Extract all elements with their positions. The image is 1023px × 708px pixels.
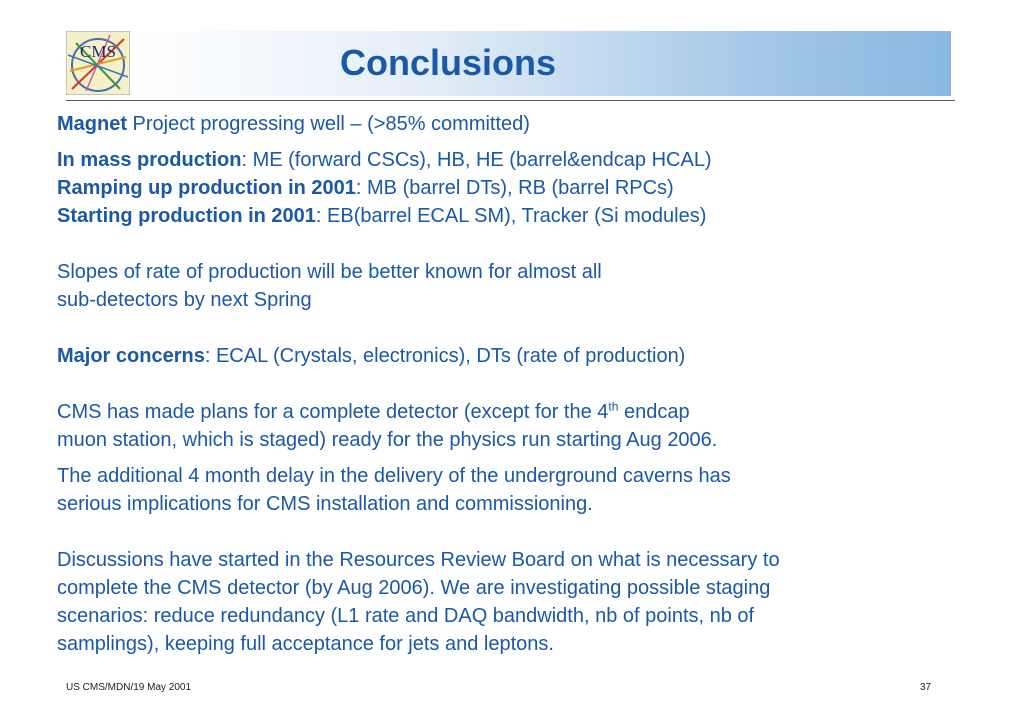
plans-line: CMS has made plans for a complete detector (except for the 4th endcap — [57, 399, 690, 423]
footer-text: US CMS/MDN/19 May 2001 — [66, 682, 192, 693]
svg-text:CMS: CMS — [80, 42, 116, 61]
discussion-line: complete the CMS detector (by Aug 2006). We are investigating possible staging — [57, 577, 771, 599]
production-line: Starting production in 2001: EB(barrel ECAL SM), Tracker (Si modules) — [57, 205, 707, 227]
production-line: Ramping up production in 2001: MB (barrel DTs), RB (barrel RPCs) — [57, 177, 674, 199]
cms-logo — [66, 31, 130, 95]
delay-line: serious implications for CMS installation and commissioning. — [57, 493, 593, 515]
slopes-line: sub-detectors by next Spring — [57, 289, 312, 311]
slide-body — [57, 110, 957, 658]
plans-line: muon station, which is staged) ready for the physics run starting Aug 2006. — [57, 429, 718, 451]
page-title: Conclusions — [339, 42, 557, 83]
page-number: 37 — [920, 682, 932, 693]
delay-line: The additional 4 month delay in the delivery of the underground caverns has — [57, 465, 731, 487]
slopes-line: Slopes of rate of production will be better known for almost all — [57, 261, 602, 283]
discussion-line: samplings), keeping full acceptance for jets and leptons. — [57, 633, 554, 655]
discussion-line: scenarios: reduce redundancy (L1 rate and DAQ bandwidth, nb of points, nb of — [57, 605, 755, 627]
header-divider — [66, 100, 955, 101]
production-line: In mass production: ME (forward CSCs), HB, HE (barrel&endcap HCAL) — [57, 149, 712, 171]
discussion-line: Discussions have started in the Resources Review Board on what is necessary to — [57, 549, 780, 571]
concerns-paragraph: Major concerns: ECAL (Crystals, electronics), DTs (rate of production) — [57, 345, 686, 367]
magnet-paragraph: Magnet Project progressing well – (>85% committed) — [57, 113, 530, 135]
